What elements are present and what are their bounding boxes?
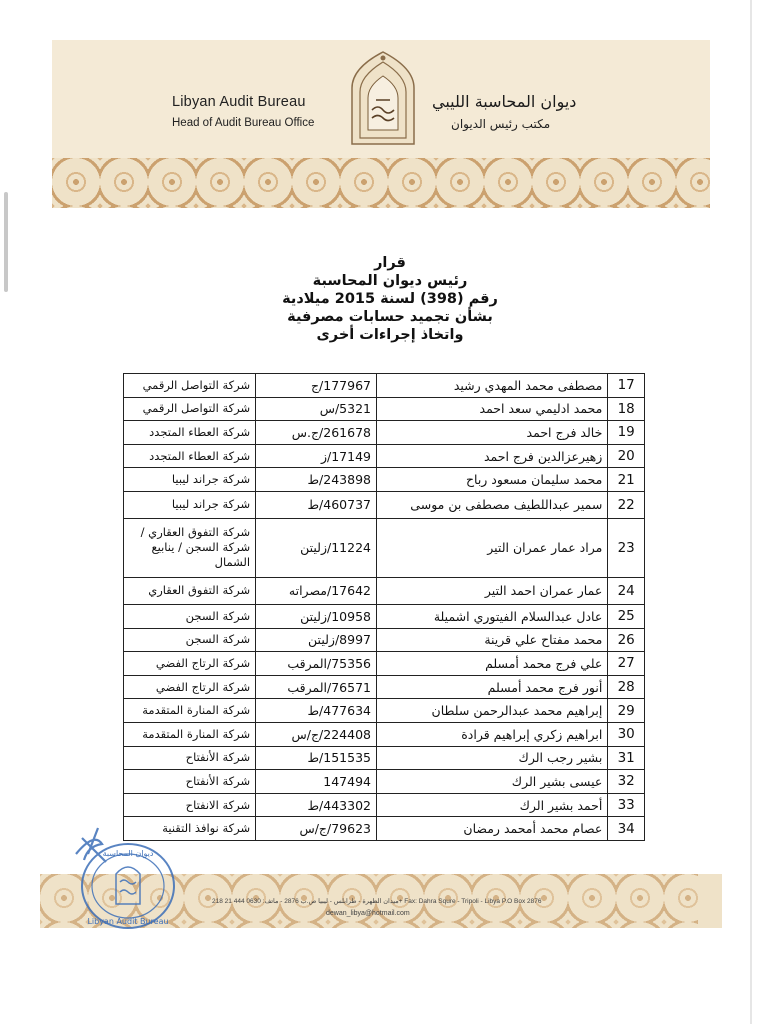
company-name: شركة جراند ليبيا — [124, 468, 256, 492]
person-name: أنور فرج محمد أمسلم — [376, 675, 607, 699]
table-row — [124, 746, 645, 770]
row-number: 20 — [608, 444, 645, 468]
row-number: 19 — [608, 421, 645, 445]
account-number: 8997/زليتن — [256, 628, 377, 652]
person-name: عادل عبدالسلام الفيتوري اشميلة — [376, 604, 607, 628]
account-number: 5321/س — [256, 397, 377, 421]
company-name: شركة الأنفتاح — [124, 746, 256, 770]
account-number: 75356/المرقب — [256, 652, 377, 676]
decision-heading — [200, 254, 580, 344]
account-number: 224408/ج/س — [256, 722, 377, 746]
person-name: عمار عمران احمد التير — [376, 577, 607, 604]
account-number: 477634/ط — [256, 699, 377, 723]
company-name: شركة الرتاج الفضي — [124, 675, 256, 699]
person-name: أحمد بشير الرك — [376, 793, 607, 817]
company-name: شركة السجن — [124, 604, 256, 628]
table-row — [124, 722, 645, 746]
row-number: 24 — [608, 577, 645, 604]
person-name: خالد فرج احمد — [376, 421, 607, 445]
row-number: 26 — [608, 628, 645, 652]
account-number: 17642/مصراته — [256, 577, 377, 604]
table-row — [124, 468, 645, 492]
person-name: مراد عمار عمران التير — [376, 518, 607, 577]
account-number: 243898/ط — [256, 468, 377, 492]
account-number: 261678/ج.س — [256, 421, 377, 445]
account-number: 10958/زليتن — [256, 604, 377, 628]
office-name-english: Head of Audit Bureau Office — [172, 117, 315, 129]
decision-label: قرار — [374, 255, 406, 271]
account-number: 151535/ط — [256, 746, 377, 770]
row-number: 23 — [608, 518, 645, 577]
person-name: سمير عبداللطيف مصطفى بن موسى — [376, 491, 607, 518]
table-row — [124, 770, 645, 794]
page-edge — [750, 0, 752, 1024]
scrollbar[interactable] — [4, 192, 8, 292]
audit-bureau-logo — [346, 48, 420, 146]
person-name: عيسى بشير الرك — [376, 770, 607, 794]
table-row — [124, 491, 645, 518]
issuer-title: رئيس ديوان المحاسبة — [312, 273, 468, 289]
account-number: 443302/ط — [256, 793, 377, 817]
row-number: 32 — [608, 770, 645, 794]
account-number: 460737/ط — [256, 491, 377, 518]
company-name: شركة نوافذ التقنية — [124, 817, 256, 841]
row-number: 29 — [608, 699, 645, 723]
footer-email: dewan_libya@hotmail.com — [326, 910, 410, 917]
account-number: 76571/المرقب — [256, 675, 377, 699]
footer-address: ميدان الظهرة - طرابلس - ليبيا ص.ب 2876 - ماتف: 0630 444 21 218+ Fax: Dahra Squre - Tripoli - Libya P.O Box 2876 — [212, 898, 542, 905]
person-name: زهيرعزالدين فرج احمد — [376, 444, 607, 468]
person-name: مصطفى محمد المهدي رشيد — [376, 374, 607, 398]
person-name: محمد مفتاح علي قرينة — [376, 628, 607, 652]
table-row — [124, 817, 645, 841]
row-number: 17 — [608, 374, 645, 398]
table-row — [124, 793, 645, 817]
table-row — [124, 577, 645, 604]
company-name: شركة التفوق العقاري / شركة السجن / ينابيع الشمال — [124, 518, 256, 577]
company-name: شركة المنارة المتقدمة — [124, 722, 256, 746]
table-row — [124, 604, 645, 628]
person-name: إبراهيم محمد عبدالرحمن سلطان — [376, 699, 607, 723]
table-row — [124, 628, 645, 652]
person-name: ابراهيم زكري إبراهيم قرادة — [376, 722, 607, 746]
decision-number: رقم (398) لسنة 2015 ميلادية — [282, 291, 498, 307]
decorative-pattern-band — [52, 158, 710, 208]
org-name-english: Libyan Audit Bureau — [172, 94, 306, 110]
table-row — [124, 652, 645, 676]
row-number: 21 — [608, 468, 645, 492]
stamp-text-arabic: ديوان المحاسبة — [102, 849, 154, 858]
company-name: شركة التواصل الرقمي — [124, 397, 256, 421]
row-number: 18 — [608, 397, 645, 421]
table-row — [124, 374, 645, 398]
company-name: شركة العطاء المتجدد — [124, 444, 256, 468]
company-name: شركة جراند ليبيا — [124, 491, 256, 518]
account-number: 79623/ج/س — [256, 817, 377, 841]
table-row — [124, 421, 645, 445]
company-name: شركة السجن — [124, 628, 256, 652]
company-name: شركة الانفتاح — [124, 793, 256, 817]
person-name: محمد سليمان مسعود رباح — [376, 468, 607, 492]
table-row — [124, 397, 645, 421]
account-number: 11224/زليتن — [256, 518, 377, 577]
company-name: شركة التواصل الرقمي — [124, 374, 256, 398]
table-row — [124, 444, 645, 468]
row-number: 22 — [608, 491, 645, 518]
office-name-arabic: مكتب رئيس الديوان — [451, 117, 551, 131]
company-name: شركة العطاء المتجدد — [124, 421, 256, 445]
account-number: 147494 — [256, 770, 377, 794]
row-number: 31 — [608, 746, 645, 770]
person-name: محمد ادليمي سعد احمد — [376, 397, 607, 421]
row-number: 28 — [608, 675, 645, 699]
table-row — [124, 518, 645, 577]
company-name: شركة الأنفتاح — [124, 770, 256, 794]
account-number: 177967/ج — [256, 374, 377, 398]
company-name: شركة التفوق العقاري — [124, 577, 256, 604]
company-name: شركة الرتاج الفضي — [124, 652, 256, 676]
person-name: علي فرج محمد أمسلم — [376, 652, 607, 676]
row-number: 33 — [608, 793, 645, 817]
frozen-accounts-table — [123, 373, 645, 841]
org-name-arabic: ديوان المحاسبة الليبي — [432, 92, 577, 111]
decision-subject-continued: واتخاذ إجراءات أخرى — [316, 327, 464, 343]
company-name: شركة المنارة المتقدمة — [124, 699, 256, 723]
decision-subject: بشأن تجميد حسابات مصرفية — [287, 309, 493, 325]
official-stamp — [68, 816, 180, 932]
person-name: بشير رجب الرك — [376, 746, 607, 770]
row-number: 25 — [608, 604, 645, 628]
account-number: 17149/ز — [256, 444, 377, 468]
table-row — [124, 675, 645, 699]
row-number: 27 — [608, 652, 645, 676]
row-number: 34 — [608, 817, 645, 841]
table-row — [124, 699, 645, 723]
person-name: عصام محمد أمحمد رمضان — [376, 817, 607, 841]
stamp-text-english: Libyan Audit Bureau — [87, 917, 169, 926]
row-number: 30 — [608, 722, 645, 746]
